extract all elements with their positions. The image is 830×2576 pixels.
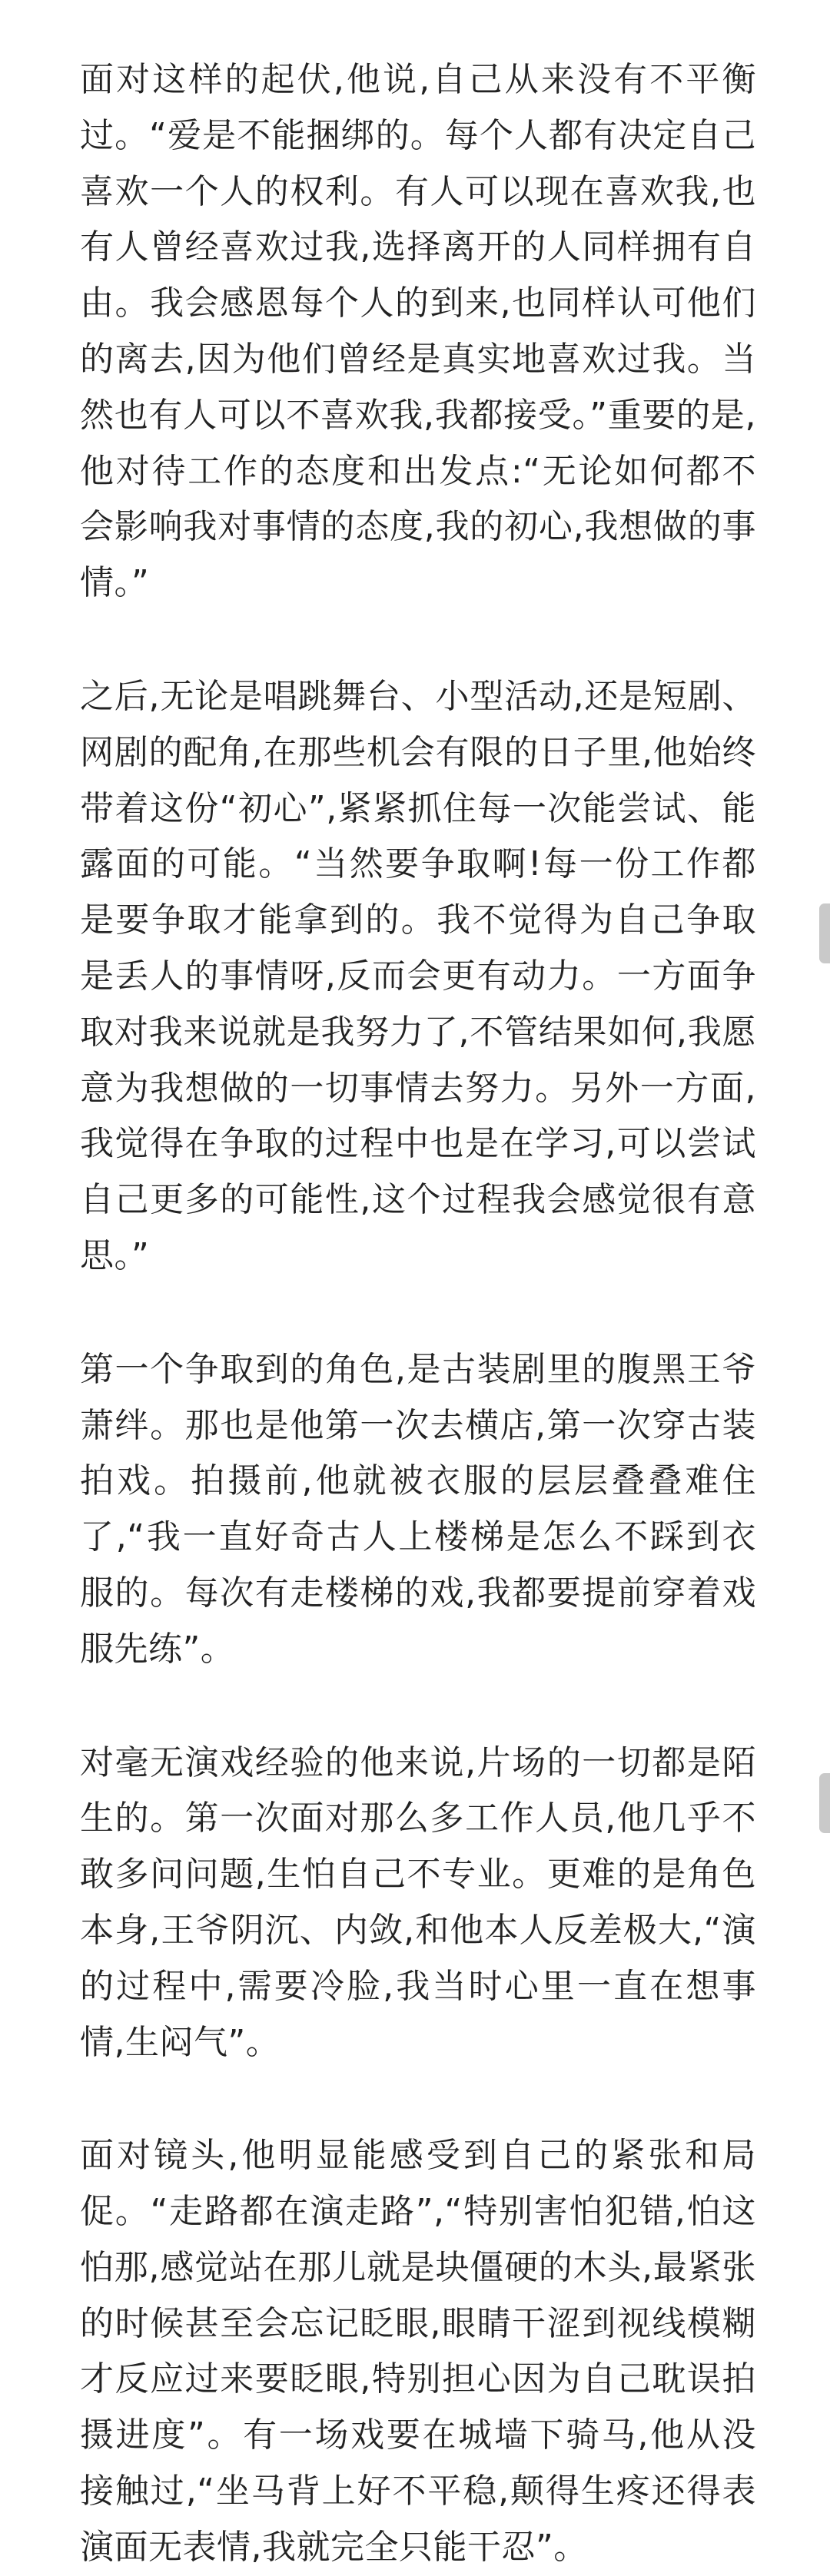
article-paragraph: 面对这样的起伏,他说,自己从来没有不平衡过。“爱是不能捆绑的。每个人都有决定自己喜欢一个人的权利。有人可以现在喜欢我,也有人曾经喜欢过我,选择离开的人同样拥有自由。我会感恩每个人的到来,也同样认可他们的离去,因为他们曾经是真实地喜欢过我。当然也有人可以不喜欢我,我都接受。”重要的是,他对待工作的态度和出发点:“无论如何都不会影响我对事情的态度,我的初心,我想做的事情。” <box>80 60 756 603</box>
scroll-handle[interactable] <box>819 1773 830 1833</box>
article-paragraph: 第一个争取到的角色,是古装剧里的腹黑王爷萧绊。那也是他第一次去横店,第一次穿古装拍戏。拍摄前,他就被衣服的层层叠叠难住了,“我一直好奇古人上楼梯是怎么不踩到衣服的。每次有走楼梯的戏,我都要提前穿着戏服先练”。 <box>80 1349 756 1669</box>
article-paragraph: 对毫无演戏经验的他来说,片场的一切都是陌生的。第一次面对那么多工作人员,他几乎不敢多问问题,生怕自己不专业。更难的是角色本身,王爷阴沉、内敛,和他本人反差极大,“演的过程中,需要冷脸,我当时心里一直在想事情,生闷气”。 <box>80 1742 756 2062</box>
article-paragraph: 面对镜头,他明显能感受到自己的紧张和局促。“走路都在演走路”,“特别害怕犯错,怕这怕那,感觉站在那儿就是块僵硬的木头,最紧张的时候甚至会忘记眨眼,眼睛干涩到视线模糊才反应过来要眨眼,特别担心因为自己耽误拍摄进度”。有一场戏要在城墙下骑马,他从没接触过,“坐马背上好不平稳,颠得生疼还得表演面无表情,我就完全只能干忍”。 <box>80 2136 756 2567</box>
scroll-handle[interactable] <box>819 903 830 963</box>
article-body <box>80 52 756 2576</box>
article-paragraph: 之后,无论是唱跳舞台、小型活动,还是短剧、网剧的配角,在那些机会有限的日子里,他始终带着这份“初心”,紧紧抓住每一次能尝试、能露面的可能。“当然要争取啊!每一份工作都是要争取才能拿到的。我不觉得为自己争取是丢人的事情呀,反而会更有动力。一方面争取对我来说就是我努力了,不管结果如何,我愿意为我想做的一切事情去努力。另外一方面,我觉得在争取的过程中也是在学习,可以尝试自己更多的可能性,这个过程我会感觉很有意思。” <box>80 676 756 1275</box>
